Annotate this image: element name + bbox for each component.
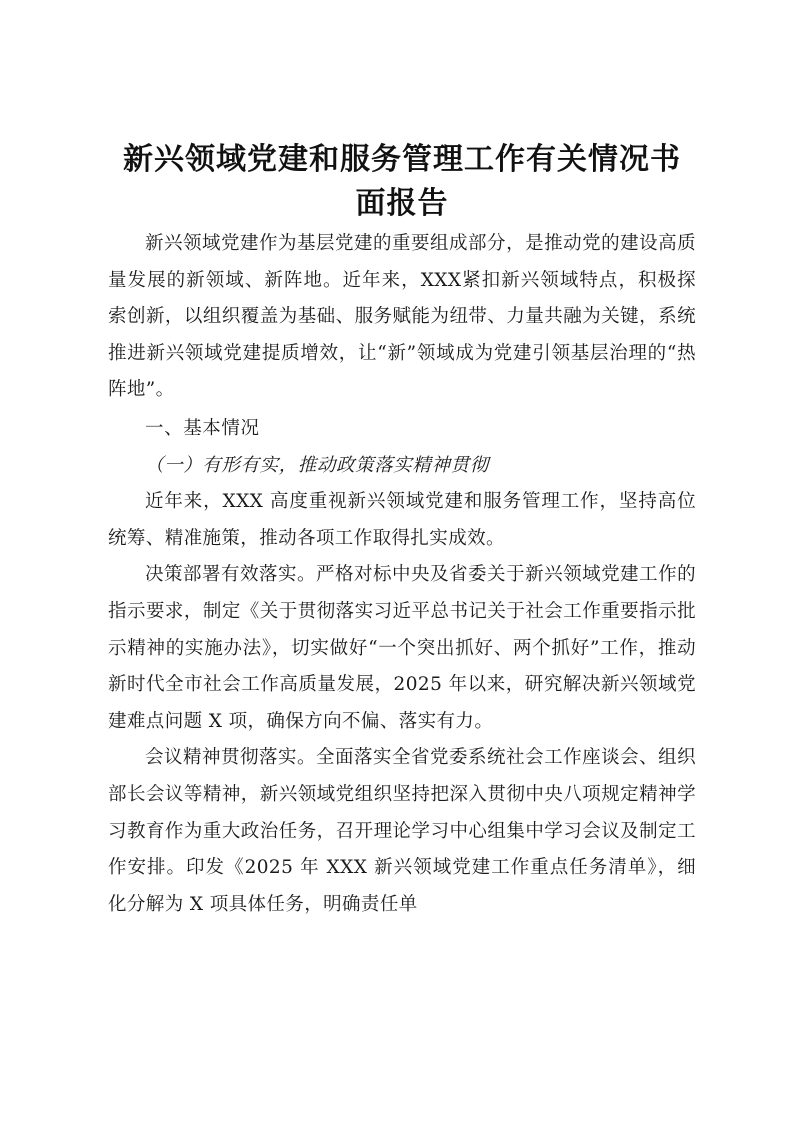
body-paragraph-meeting-spirit: 会议精神贯彻落实。全面落实全省党委系统社会工作座谈会、组织部长会议等精神，新兴领域党组织坚持把深入贯彻中央八项规定精神学习教育作为重大政治任务，召开理论学习中心组集中学习会议及制定工作安排。印发《2025 年 XXX 新兴领域党建工作重点任务清单》，细化分解为 X 项具体任务，明确责任单 [108,747,696,915]
section-heading-basic-situation: 一、基本情况 [145,417,260,439]
document-page [108,138,696,923]
subsection-heading-policy-implementation: （一）有形有实，推动政策落实精神贯彻 [145,454,489,476]
body-paragraph-overview: 近年来，XXX 高度重视新兴领域党建和服务管理工作，坚持高位统筹、精准施策，推动各项工作取得扎实成效。 [108,491,696,549]
intro-paragraph: 新兴领域党建作为基层党建的重要组成部分，是推动党的建设高质量发展的新领域、新阵地。近年来，XXX紧扣新兴领域特点，积极探索创新，以组织覆盖为基础、服务赋能为纽带、力量共融为关键，系统推进新兴领域党建提质增效，让“新”领域成为党建引领基层治理的“热阵地”。 [108,233,696,401]
body-paragraph-decision-deployment: 决策部署有效落实。严格对标中央及省委关于新兴领域党建工作的指示要求，制定《关于贯彻落实习近平总书记关于社会工作重要指示批示精神的实施办法》，切实做好“一个突出抓好、两个抓好”工作，推动新时代全市社会工作高质量发展，2025 年以来，研究解决新兴领域党建难点问题 X 项，确保方向不偏、落实有力。 [108,564,696,732]
document-title: 新兴领域党建和服务管理工作有关情况书面报告 [123,142,681,221]
